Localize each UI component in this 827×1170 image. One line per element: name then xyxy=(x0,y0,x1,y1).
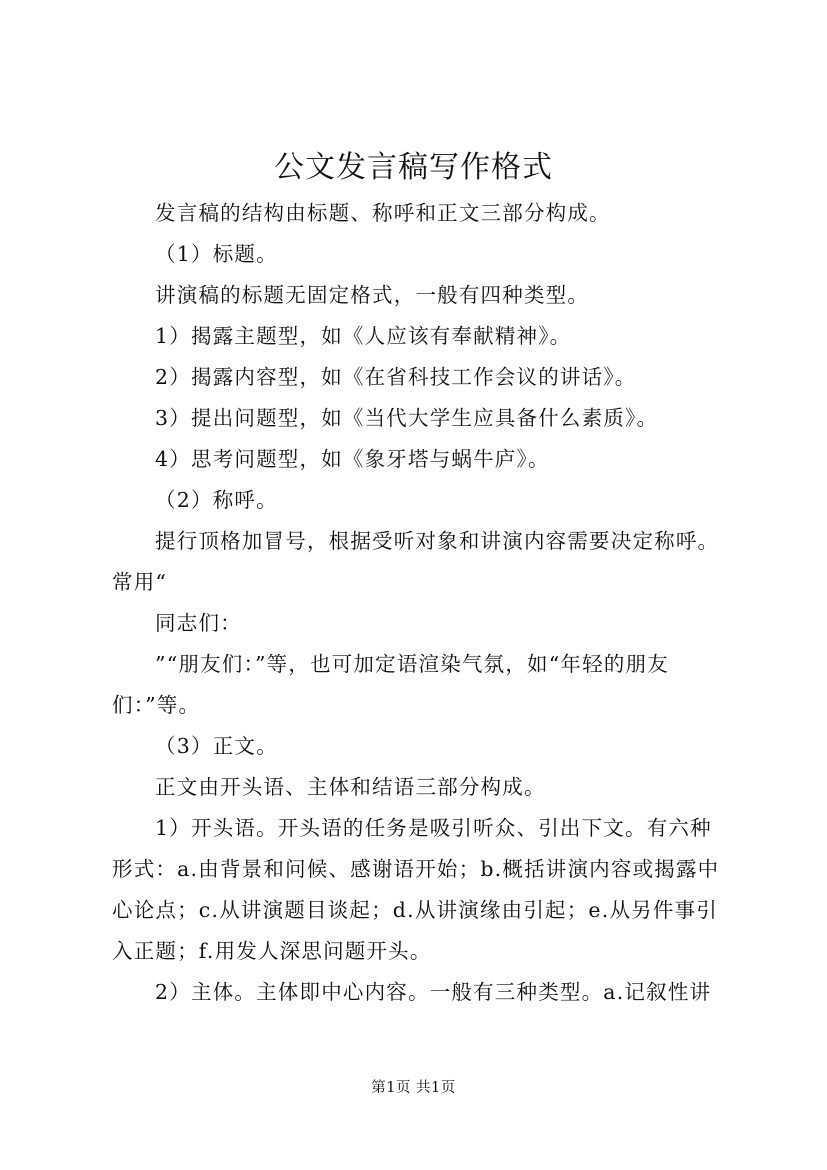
list-item: 3）提出问题型，如《当代大学生应具备什么素质》。 xyxy=(155,406,659,430)
paragraph: 正文由开头语、主体和结语三部分构成。 xyxy=(155,775,546,799)
paragraph: 讲演稿的标题无固定格式，一般有四种类型。 xyxy=(155,283,590,307)
page-footer: 第1页 共1页 xyxy=(371,1080,456,1096)
list-item: 1）揭露主题型，如《人应该有奉献精神》。 xyxy=(155,324,572,348)
paragraph: 提行顶格加冒号，根据受听对象和讲演内容需要决定称呼。常用“ xyxy=(112,529,720,594)
document-body xyxy=(112,193,732,1013)
document-title: 公文发言稿写作格式 xyxy=(274,150,553,185)
paragraph: 发言稿的结构由标题、称呼和正文三部分构成。 xyxy=(155,201,611,225)
list-item: 2）揭露内容型，如《在省科技工作会议的讲话》。 xyxy=(155,365,637,389)
section-heading: （1）标题。 xyxy=(155,242,278,266)
section-heading: （2）称呼。 xyxy=(155,488,278,512)
list-item: 4）思考问题型，如《象牙塔与蜗牛庐》。 xyxy=(155,447,550,471)
paragraph: 同志们： xyxy=(155,611,242,635)
list-item: 2）主体。主体即中心内容。一般有三种类型。a.记叙性讲 xyxy=(155,980,712,1004)
paragraph: ”“朋友们：”等，也可加定语渲染气氛，如“年轻的朋友们：”等。 xyxy=(112,652,669,717)
list-item: 1）开头语。开头语的任务是吸引听众、引出下文。有六种形式：a.由背景和问候、感谢语开始；b.概括讲演内容或揭露中心论点；c.从讲演题目谈起；d.从讲演缘由引起；e.从另件事引入正题；f.用发人深思问题开头。 xyxy=(112,816,720,963)
section-heading: （3）正文。 xyxy=(155,734,278,758)
